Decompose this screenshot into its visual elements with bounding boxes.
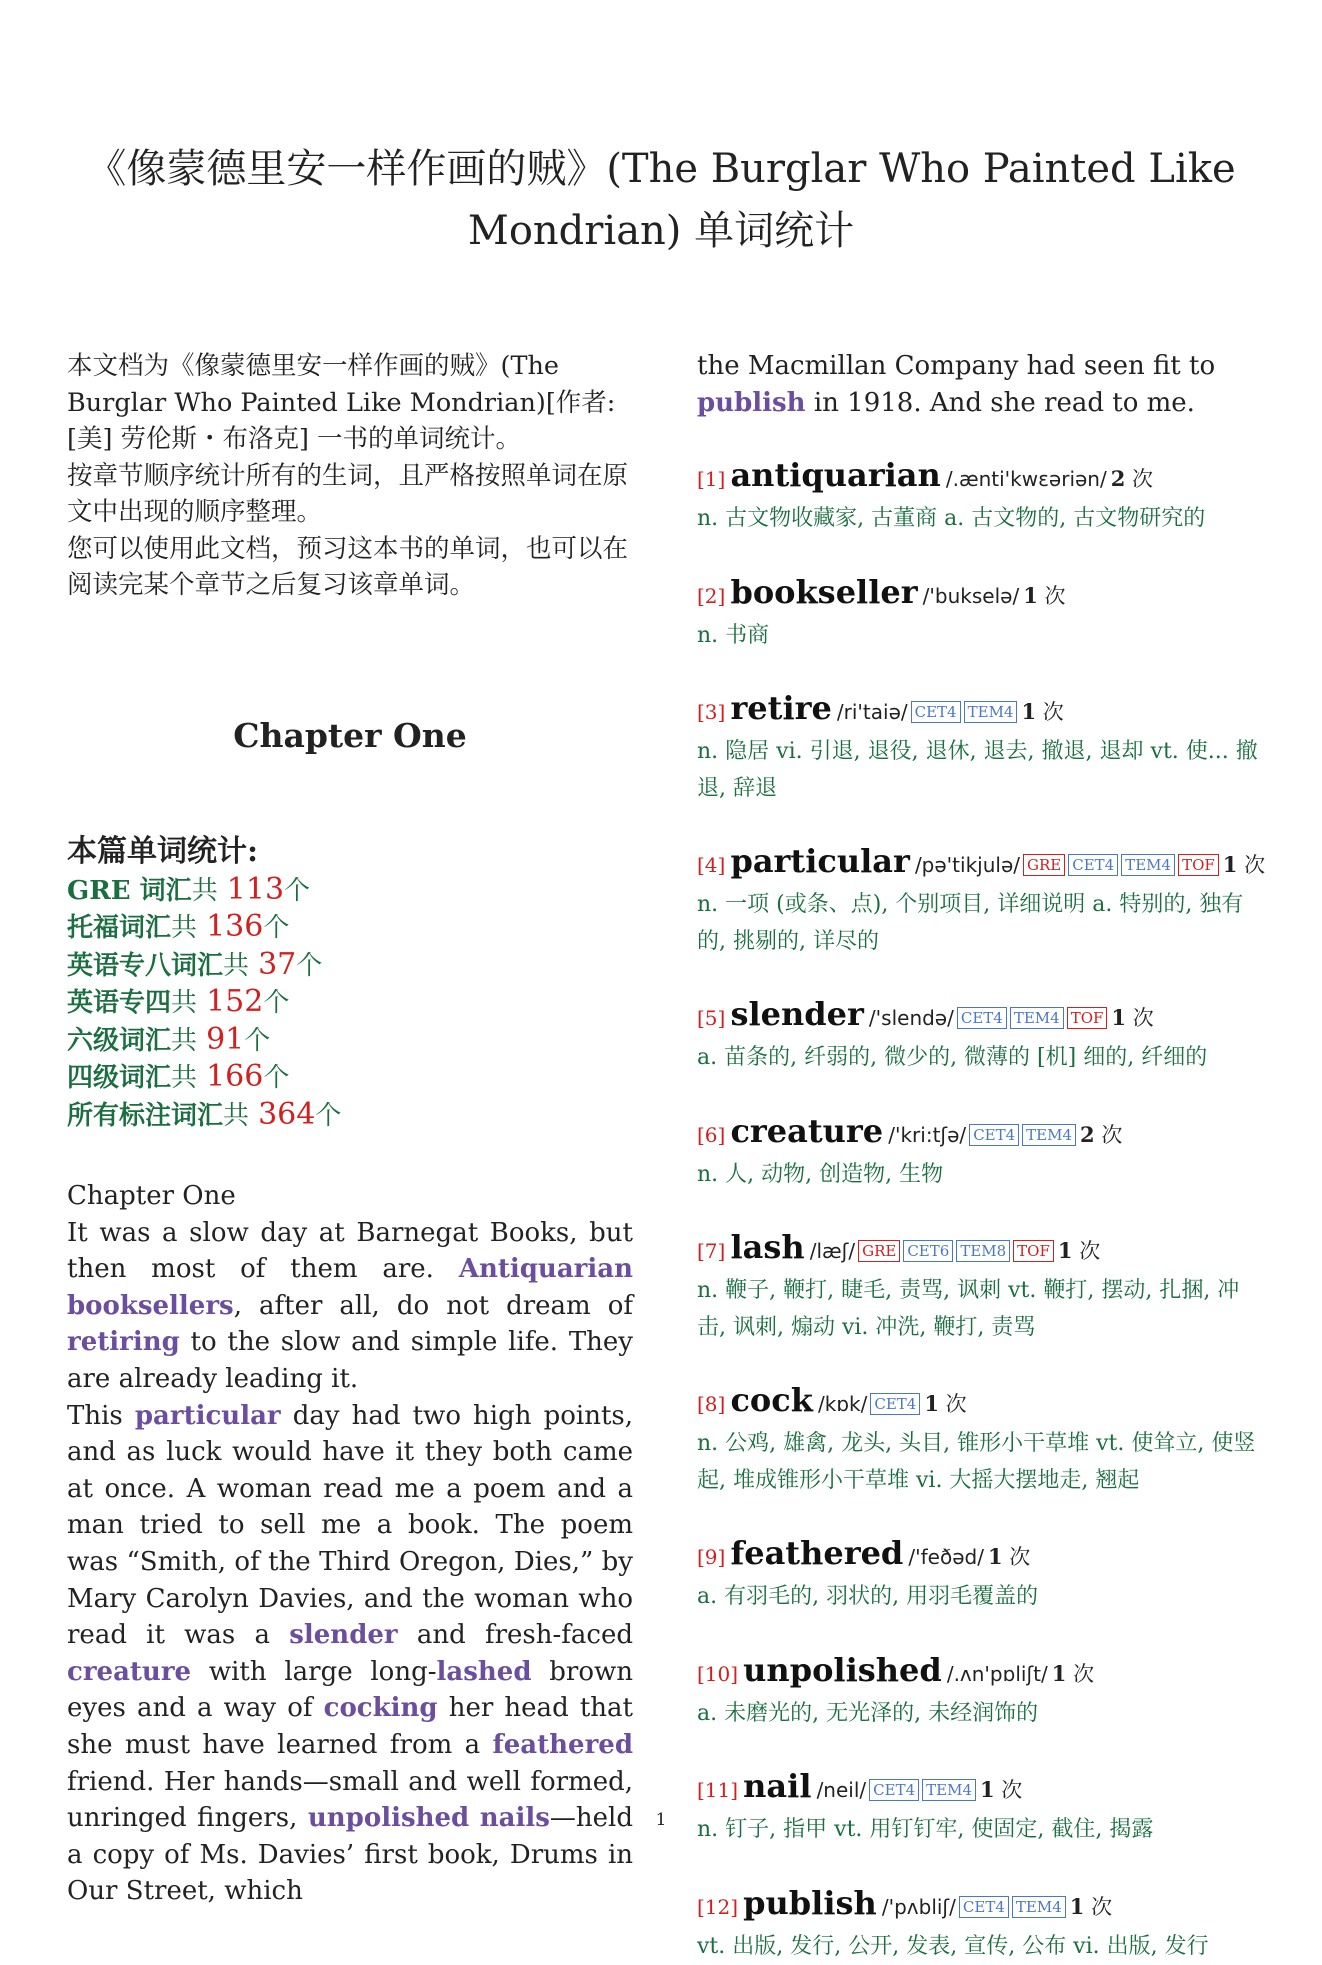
stats-list <box>67 872 633 1135</box>
paragraph-continued: the Macmillan Company had seen fit to publish in 1918. And she read to me. <box>697 351 1216 418</box>
level-tag: CET6 <box>903 1240 953 1262</box>
entry-index: [1] <box>697 467 726 492</box>
highlight-word[interactable]: creature <box>67 1656 192 1687</box>
entry-index: [12] <box>697 1894 739 1919</box>
document-title <box>0 138 1322 262</box>
entry-phonetic: /kɒk/ <box>818 1392 868 1417</box>
entry-count: 1 次 <box>1111 1005 1154 1031</box>
vocab-entry <box>697 1650 1263 1733</box>
stat-unit: 个 <box>263 1063 290 1093</box>
stat-suffix: 共 <box>171 988 198 1018</box>
paragraph-1: It was a slow day at Barnegat Books, but then most of them are. Antiquarian booksellers, after all, do not dream of retiring to the slow and simple life. They are already leading it. <box>67 1217 633 1394</box>
stat-label: 托福词汇 <box>67 913 172 943</box>
entry-definition: a. 有羽毛的, 羽状的, 用羽毛覆盖的 <box>697 1584 1039 1610</box>
entry-definition: n. 古文物收藏家, 古董商 a. 古文物的, 古文物研究的 <box>697 506 1206 532</box>
highlight-word[interactable]: lashed <box>436 1656 532 1687</box>
entry-word[interactable]: cock <box>730 1381 813 1420</box>
stat-suffix: 共 <box>171 913 198 943</box>
stat-suffix: 共 <box>223 1100 250 1131</box>
entry-phonetic: /pə'tikjulə/ <box>914 853 1020 878</box>
level-tag: TOF <box>1067 1007 1108 1029</box>
stat-count: 166 <box>206 1059 264 1094</box>
highlight-word[interactable]: retiring <box>67 1327 180 1358</box>
vocab-entry <box>697 1766 1263 1849</box>
highlight-word[interactable]: particular <box>134 1400 281 1431</box>
level-tag: CET4 <box>969 1124 1019 1146</box>
vocab-entry <box>697 1380 1263 1499</box>
vocab-entry <box>697 994 1263 1077</box>
level-tag: TEM4 <box>1010 1007 1064 1029</box>
right-column <box>697 348 1266 1965</box>
highlight-word[interactable]: cocking <box>323 1693 438 1724</box>
entry-phonetic: /'feðəd/ <box>908 1545 984 1570</box>
entry-count: 1 次 <box>1023 582 1066 608</box>
highlight-word[interactable]: Antiquarian <box>458 1254 633 1285</box>
entry-phonetic: /'kri:tʃə/ <box>888 1122 967 1147</box>
stat-unit: 个 <box>296 950 323 981</box>
level-tag: TEM8 <box>956 1240 1010 1262</box>
chapter-text <box>67 1178 633 1910</box>
entry-phonetic: /'slendə/ <box>868 1006 954 1031</box>
vocab-entry <box>697 1111 1263 1194</box>
intro-paragraph: 您可以使用此文档，预习这本书的单词，也可以在阅读完某个章节之后复习该章单词。 <box>67 533 629 600</box>
vocab-entry <box>697 572 1263 655</box>
stat-row <box>67 1059 633 1097</box>
stat-suffix: 共 <box>191 875 218 906</box>
intro-paragraph: 本文档为《像蒙德里安一样作画的贼》(The Burglar Who Painted Like Mondrian)[作者: [美] 劳伦斯・布洛克] 一书的单词统计。 <box>67 351 616 454</box>
stat-unit: 个 <box>315 1100 342 1131</box>
level-tag: CET4 <box>870 1393 920 1415</box>
stat-row <box>67 872 633 910</box>
entry-definition: n. 书商 <box>697 622 770 648</box>
left-column <box>67 348 633 1910</box>
entry-index: [5] <box>697 1006 726 1031</box>
intro-paragraph: 按章节顺序统计所有的生词，且严格按照单词在原文中出现的顺序整理。 <box>67 460 629 527</box>
entry-head <box>697 1883 1263 1929</box>
stat-unit: 个 <box>263 988 290 1018</box>
level-tag: CET4 <box>869 1779 919 1801</box>
entry-head <box>697 841 1266 887</box>
stat-count: 91 <box>206 1021 245 1057</box>
entry-definition: n. 一项 (或条、点), 个别项目, 详细说明 a. 特别的, 独有的, 挑剔的, 详尽的 <box>697 892 1244 954</box>
highlight-word[interactable]: unpolished <box>307 1803 470 1834</box>
entry-word[interactable]: nail <box>743 1767 812 1806</box>
entry-index: [8] <box>697 1392 726 1417</box>
vocab-entry <box>697 455 1263 538</box>
vocab-entry <box>697 1883 1263 1965</box>
entry-count: 1 次 <box>1051 1660 1095 1686</box>
level-tag: TEM4 <box>1012 1896 1066 1918</box>
level-tag: TOF <box>1178 854 1219 876</box>
entry-index: [7] <box>697 1239 726 1264</box>
stat-row <box>67 909 633 947</box>
entry-count: 1 次 <box>1057 1238 1101 1264</box>
stat-count: 113 <box>226 871 285 907</box>
entry-word[interactable]: creature <box>730 1111 884 1150</box>
level-tag: TEM4 <box>964 701 1018 723</box>
entry-word[interactable]: unpolished <box>743 1650 942 1689</box>
stat-count: 364 <box>258 1096 316 1132</box>
entry-index: [10] <box>697 1661 739 1686</box>
paragraph-2: This particular day had two high points, and as luck would have it they both came at once. A woman read me a poem and a man tried to sell me a book. The poem was “Smith, of the Third Oregon, Dies,” by Mary Carolyn Davies, and the woman who read it was a slender and fresh-faced creature with large long-lashed brown eyes and a way of cocking her head that she must have learned from a feathered friend. Her hands—small and well formed, unringed fingers, unpolished nails—held a copy of Ms. Davies’ first book, Drums in Our Street, which <box>67 1400 634 1907</box>
stat-count: 136 <box>206 909 264 944</box>
level-tag: CET4 <box>911 701 961 723</box>
highlight-word[interactable]: booksellers <box>67 1290 234 1321</box>
level-tag: TEM4 <box>1121 854 1175 876</box>
entry-phonetic: /.ʌn'pɒliʃt/ <box>946 1661 1048 1686</box>
entry-word[interactable]: publish <box>743 1883 877 1922</box>
stat-label: 六级词汇 <box>67 1025 172 1056</box>
entry-index: [4] <box>697 853 726 878</box>
stat-row <box>67 1022 633 1060</box>
entry-phonetic: /'bukselə/ <box>922 583 1020 608</box>
entry-definition: vt. 出版, 发行, 公开, 发表, 宣传, 公布 vi. 出版, 发行 <box>697 1933 1209 1959</box>
entry-count: 1 次 <box>987 1544 1031 1570</box>
level-tag: TEM4 <box>922 1779 976 1801</box>
entry-index: [3] <box>697 700 726 725</box>
stat-unit: 个 <box>263 913 290 943</box>
entry-word[interactable]: lash <box>730 1228 805 1267</box>
level-tag: CET4 <box>959 1896 1009 1918</box>
chapter-label: Chapter One <box>67 1181 236 1211</box>
stat-label: 英语专八词汇 <box>67 950 224 981</box>
entry-head <box>697 1380 1263 1426</box>
entry-head <box>697 1111 1263 1157</box>
entry-count: 2 次 <box>1080 1121 1123 1147</box>
entry-word[interactable]: feathered <box>730 1534 904 1573</box>
entry-head <box>697 1533 1263 1579</box>
stat-label: 所有标注词汇 <box>67 1100 224 1131</box>
entry-count: 2 次 <box>1110 466 1154 492</box>
entry-word[interactable]: particular <box>730 842 910 881</box>
entry-head <box>697 1650 1263 1696</box>
entry-count: 1 次 <box>924 1391 967 1417</box>
stat-unit: 个 <box>284 875 311 906</box>
highlight-word[interactable]: slender <box>289 1620 398 1651</box>
highlight-word[interactable]: publish <box>697 387 806 418</box>
entry-word[interactable]: retire <box>730 689 832 728</box>
entry-phonetic: /læʃ/ <box>809 1239 856 1264</box>
chapter-heading: Chapter One <box>233 715 467 755</box>
vocab-entry <box>697 1533 1263 1616</box>
highlight-word[interactable]: nails <box>479 1803 550 1834</box>
entry-head <box>697 572 1263 618</box>
entry-definition: a. 未磨光的, 无光泽的, 未经润饰的 <box>697 1700 1039 1726</box>
title-line-1: 《像蒙德里安一样作画的贼》(The Burglar Who Painted Like <box>86 146 1236 192</box>
vocab-entry <box>697 1227 1263 1346</box>
stat-label: 四级词汇 <box>67 1063 172 1093</box>
entry-head <box>697 1227 1263 1273</box>
stat-unit: 个 <box>244 1025 271 1056</box>
highlight-word[interactable]: feathered <box>492 1729 633 1760</box>
vocab-entry <box>697 688 1263 807</box>
entry-phonetic: /neil/ <box>816 1778 867 1803</box>
entry-head <box>697 455 1263 501</box>
stat-row <box>67 1097 633 1135</box>
entry-index: [2] <box>697 583 726 608</box>
intro <box>67 348 633 604</box>
level-tag: TOF <box>1013 1240 1054 1262</box>
entry-head <box>697 688 1263 734</box>
level-tag: CET4 <box>1068 854 1118 876</box>
stat-suffix: 共 <box>171 1025 198 1056</box>
stat-label: 英语专四 <box>67 988 172 1018</box>
stat-row <box>67 984 633 1022</box>
entry-word[interactable]: antiquarian <box>730 456 941 495</box>
entry-head <box>697 1766 1263 1812</box>
entry-count: 1 次 <box>1021 699 1064 725</box>
entry-word[interactable]: slender <box>730 995 864 1034</box>
entry-phonetic: /.ænti'kwɛəriən/ <box>945 467 1107 492</box>
vocabulary-list <box>697 455 1266 1965</box>
level-tag: TEM4 <box>1022 1124 1076 1146</box>
level-tag: CET4 <box>957 1007 1007 1029</box>
vocab-entry <box>697 841 1266 960</box>
stat-count: 152 <box>206 984 264 1019</box>
level-tag: GRE <box>1023 854 1065 876</box>
entry-index: [6] <box>697 1122 726 1147</box>
entry-count: 1 次 <box>1222 852 1266 878</box>
entry-count: 1 次 <box>979 1777 1023 1803</box>
entry-word[interactable]: bookseller <box>730 572 918 611</box>
title-line-2: Mondrian) 单词统计 <box>467 208 855 254</box>
entry-definition: a. 苗条的, 纤弱的, 微少的, 微薄的 [机] 细的, 纤细的 <box>697 1045 1208 1071</box>
entry-phonetic: /'pʌbliʃ/ <box>881 1894 956 1919</box>
stat-label: GRE 词汇 <box>67 875 192 906</box>
entry-index: [11] <box>697 1778 739 1803</box>
level-tag: GRE <box>858 1240 900 1262</box>
entry-index: [9] <box>697 1545 726 1570</box>
entry-definition: n. 人, 动物, 创造物, 生物 <box>697 1161 944 1187</box>
stat-count: 37 <box>258 946 297 982</box>
entry-head <box>697 994 1263 1040</box>
entry-definition: n. 鞭子, 鞭打, 睫毛, 责骂, 讽刺 vt. 鞭打, 摆动, 扎捆, 冲击, 讽刺, 煽动 vi. 冲洗, 鞭打, 责骂 <box>697 1278 1240 1340</box>
entry-definition: n. 公鸡, 雄禽, 龙头, 头目, 锥形小干草堆 vt. 使耸立, 使竖起, 堆成锥形小干草堆 vi. 大摇大摆地走, 翘起 <box>697 1431 1256 1493</box>
entry-count: 1 次 <box>1069 1893 1113 1919</box>
entry-definition: n. 隐居 vi. 引退, 退役, 退休, 退去, 撤退, 退却 vt. 使... 撤退, 辞退 <box>697 739 1258 801</box>
stats-title: 本篇单词统计: <box>67 833 259 869</box>
stat-suffix: 共 <box>171 1063 198 1093</box>
stat-suffix: 共 <box>223 950 250 981</box>
chapter-text-continued <box>697 348 1263 421</box>
entry-definition: n. 钉子, 指甲 vt. 用钉钉牢, 使固定, 截住, 揭露 <box>697 1817 1154 1843</box>
entry-phonetic: /ri'taiə/ <box>836 700 908 725</box>
page-number: 1 <box>655 1810 667 1830</box>
stat-row <box>67 947 633 985</box>
